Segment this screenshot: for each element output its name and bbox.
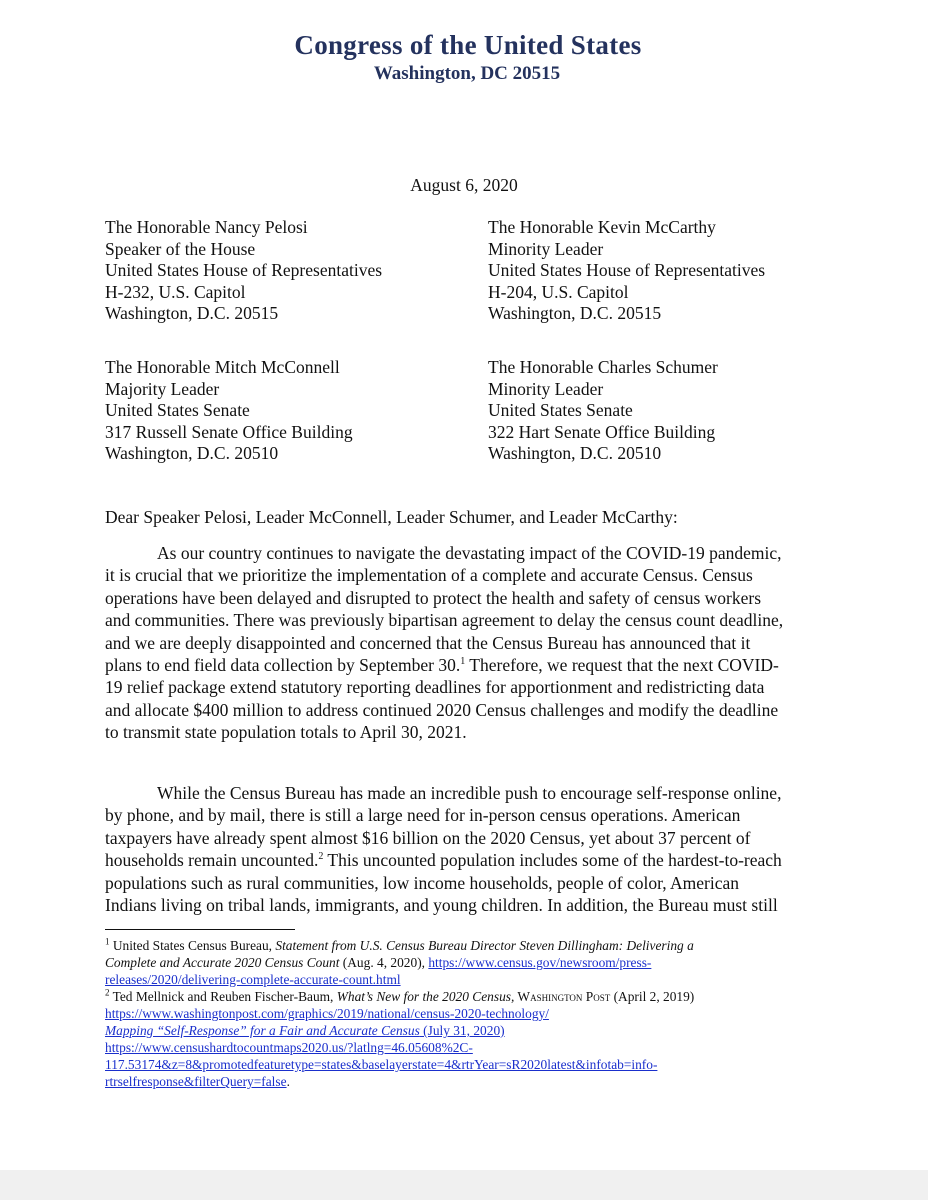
paragraph-line: and we are deeply disappointed and concerned that the Census Bureau has announced that it xyxy=(105,632,751,653)
footnote-source-title: Statement from U.S. Census Bureau Director Steven Dillingham: Delivering a xyxy=(275,938,694,953)
addressee-city: Washington, D.C. 20515 xyxy=(105,303,279,323)
footnote-2-line xyxy=(105,1056,825,1073)
footnotes xyxy=(105,937,825,1090)
page-bottom-strip xyxy=(0,1170,928,1200)
addressee-pelosi xyxy=(105,217,382,325)
footnote-source-title: Complete and Accurate 2020 Census Count xyxy=(105,955,340,970)
addressee-schumer xyxy=(488,357,718,465)
addressee-name: The Honorable Mitch McConnell xyxy=(105,357,340,377)
paragraph-2 xyxy=(105,782,815,916)
footnote-text: United States Census Bureau, xyxy=(109,938,276,953)
footnote-2-line xyxy=(105,1005,825,1022)
footnote-number: 1 xyxy=(105,936,110,947)
salutation: Dear Speaker Pelosi, Leader McConnell, Leader Schumer, and Leader McCarthy: xyxy=(105,507,678,527)
addressee-office: 317 Russell Senate Office Building xyxy=(105,421,353,442)
paragraph-line: Indians living on tribal lands, immigrants, and young children. In addition, the Bureau must still xyxy=(105,895,778,916)
footnote-publication: Washington Post xyxy=(514,989,611,1004)
paragraph-1 xyxy=(105,542,815,744)
paragraph-line: it is crucial that we prioritize the implementation of a complete and accurate Census. Census xyxy=(105,565,753,586)
footnote-link[interactable] xyxy=(105,1023,505,1038)
footnote-1-line xyxy=(105,954,825,971)
addressee-body: United States House of Representatives xyxy=(105,260,383,280)
letterhead-title: Congress of the United States xyxy=(294,30,642,60)
paragraph-line: 19 relief package extend statutory reporting deadlines for apportionment and redistricting data xyxy=(105,677,765,698)
paragraph-line: populations such as rural communities, low income households, people of color, American xyxy=(105,872,740,893)
footnote-ref-2: 2 xyxy=(318,851,324,863)
addressee-body: United States Senate xyxy=(105,400,250,420)
footnote-link[interactable]: rtrselfresponse&filterQuery=false xyxy=(105,1074,287,1089)
addressee-name: The Honorable Charles Schumer xyxy=(488,357,718,377)
footnote-link[interactable]: 117.53174&z=8&promotedfeaturetype=states&baselayerstate=4&rtrYear=sR2020latest&infotab=info- xyxy=(105,1057,658,1072)
footnote-number: 2 xyxy=(105,987,110,998)
paragraph-line: and communities. There was previously bipartisan agreement to delay the census count deadline, xyxy=(105,610,784,631)
addressee-office: H-204, U.S. Capitol xyxy=(488,281,629,302)
paragraph-line: and allocate $400 million to address continued 2020 Census challenges and modify the deadline xyxy=(105,699,779,720)
addressee-body: United States Senate xyxy=(488,400,633,420)
paragraph-line: taxpayers have already spent almost $16 billion on the 2020 Census, yet about 37 percent of xyxy=(105,827,751,848)
footnote-2-line xyxy=(105,1022,825,1039)
paragraph-text: households remain uncounted. xyxy=(105,850,319,871)
footnote-2-line xyxy=(105,1073,825,1090)
footnote-divider xyxy=(105,929,295,930)
letterhead-subtitle: Washington, DC 20515 xyxy=(373,63,561,84)
footnote-link[interactable]: releases/2020/delivering-complete-accurate-count.html xyxy=(105,972,401,987)
footnote-link-date: (July 31, 2020) xyxy=(419,1023,505,1038)
addressee-city: Washington, D.C. 20510 xyxy=(488,443,662,463)
addressee-mccarthy xyxy=(488,217,765,325)
addressee-mcconnell xyxy=(105,357,353,465)
addressee-name: The Honorable Nancy Pelosi xyxy=(105,217,308,237)
footnote-1-line xyxy=(105,937,825,954)
paragraph-line: operations have been delayed and disrupted to protect the health and safety of census workers xyxy=(105,587,762,608)
footnote-2-line xyxy=(105,1039,825,1056)
footnote-link[interactable]: https://www.census.gov/newsroom/press- xyxy=(428,955,652,970)
footnote-text: Ted Mellnick and Reuben Fischer-Baum, xyxy=(109,989,337,1004)
paragraph-text: plans to end field data collection by September 30. xyxy=(105,655,461,676)
footnote-link[interactable]: https://www.washingtonpost.com/graphics/2019/national/census-2020-technology/ xyxy=(105,1006,549,1021)
addressee-title: Minority Leader xyxy=(488,238,604,259)
footnote-ref-1: 1 xyxy=(460,656,466,668)
paragraph-line: As our country continues to navigate the devastating impact of the COVID-19 pandemic, xyxy=(157,543,782,563)
letterhead xyxy=(0,30,928,85)
paragraph-text: Therefore, we request that the next COVID- xyxy=(465,655,779,676)
footnote-text: (April 2, 2019) xyxy=(610,989,695,1004)
paragraph-line: to transmit state population totals to April 30, 2021. xyxy=(105,722,467,743)
addressee-city: Washington, D.C. 20515 xyxy=(488,303,662,323)
letter-date: August 6, 2020 xyxy=(410,175,518,195)
footnote-source-title: What’s New for the 2020 Census, xyxy=(336,989,515,1004)
paragraph-line: by phone, and by mail, there is still a large need for in-person census operations. American xyxy=(105,805,741,826)
footnote-text: . xyxy=(286,1074,290,1089)
footnote-text: (Aug. 4, 2020), xyxy=(339,955,429,970)
paragraph-text: This uncounted population includes some of the hardest-to-reach xyxy=(323,850,782,871)
paragraph-line xyxy=(105,849,815,871)
addressee-title: Speaker of the House xyxy=(105,238,256,259)
addressee-name: The Honorable Kevin McCarthy xyxy=(488,217,716,237)
addressee-office: 322 Hart Senate Office Building xyxy=(488,421,716,442)
footnote-link[interactable]: https://www.censushardtocountmaps2020.us/?latlng=46.05608%2C- xyxy=(105,1040,473,1055)
paragraph-line xyxy=(105,654,815,676)
footnote-1-line xyxy=(105,971,825,988)
paragraph-line: While the Census Bureau has made an incredible push to encourage self-response online, xyxy=(157,783,782,803)
addressee-office: H-232, U.S. Capitol xyxy=(105,281,246,302)
footnote-2-line xyxy=(105,988,825,1005)
addressee-city: Washington, D.C. 20510 xyxy=(105,443,279,463)
addressee-title: Minority Leader xyxy=(488,378,604,399)
footnote-link-title: Mapping “Self-Response” for a Fair and Accurate Census xyxy=(105,1023,420,1038)
addressee-body: United States House of Representatives xyxy=(488,260,766,280)
addressee-title: Majority Leader xyxy=(105,378,220,399)
